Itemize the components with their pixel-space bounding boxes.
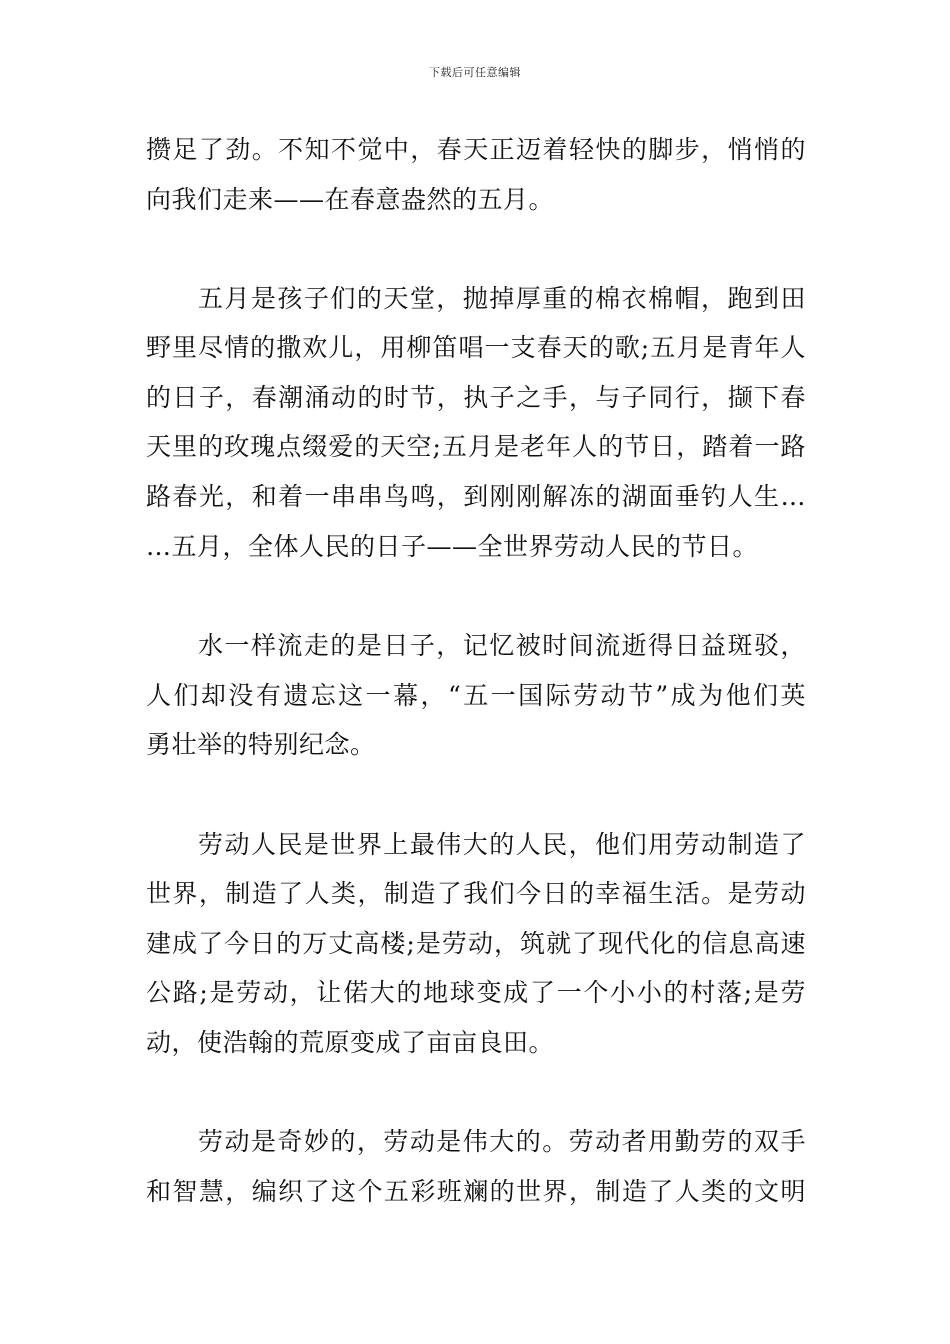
paragraph-4-line-5: 动，使浩翰的荒原变成了亩亩良田。 <box>146 1028 555 1057</box>
page-header: 下载后可任意编辑 <box>429 66 521 79</box>
paragraph-2-line-5: 路春光，和着一串串鸟鸣，到刚刚解冻的湖面垂钓人生… <box>146 482 806 511</box>
paragraph-2-line-2: 野里尽情的撒欢儿，用柳笛唱一支春天的歌;五月是青年人 <box>146 333 806 362</box>
paragraph-2-line-1: 五月是孩子们的天堂，抛掉厚重的棉衣棉帽，跑到田 <box>198 284 806 313</box>
paragraph-4-line-3: 建成了今日的万丈高楼;是劳动，筑就了现代化的信息高速 <box>146 929 806 958</box>
paragraph-3-line-1: 水一样流走的是日子，记忆被时间流逝得日益斑驳， <box>198 631 806 660</box>
paragraph-1-line-1: 攒足了劲。不知不觉中，春天正迈着轻快的脚步，悄悄的 <box>146 135 806 164</box>
paragraph-3-line-2: 人们却没有遗忘这一幕，“五一国际劳动节”成为他们英 <box>146 681 806 710</box>
paragraph-5-line-2: 和智慧，编织了这个五彩班斓的世界，制造了人类的文明 <box>146 1177 806 1206</box>
paragraph-2-line-3: 的日子，春潮涌动的时节，执子之手，与子同行，撷下春 <box>146 383 806 412</box>
paragraph-1-line-2: 向我们走来——在春意盎然的五月。 <box>146 185 555 214</box>
paragraph-3-line-3: 勇壮举的特别纪念。 <box>146 730 376 759</box>
paragraph-4-line-1: 劳动人民是世界上最伟大的人民，他们用劳动制造了 <box>198 830 806 859</box>
paragraph-4-line-2: 世界，制造了人类，制造了我们今日的幸福生活。是劳动 <box>146 879 806 908</box>
paragraph-4-line-4: 公路;是劳动，让偌大的地球变成了一个小小的村落;是劳 <box>146 978 806 1007</box>
paragraph-2-line-4: 天里的玫瑰点缀爱的天空;五月是老年人的节日，踏着一路 <box>146 432 806 461</box>
paragraph-5-line-1: 劳动是奇妙的，劳动是伟大的。劳动者用勤劳的双手 <box>198 1127 806 1156</box>
paragraph-2-line-6: …五月，全体人民的日子——全世界劳动人民的节日。 <box>146 532 759 561</box>
